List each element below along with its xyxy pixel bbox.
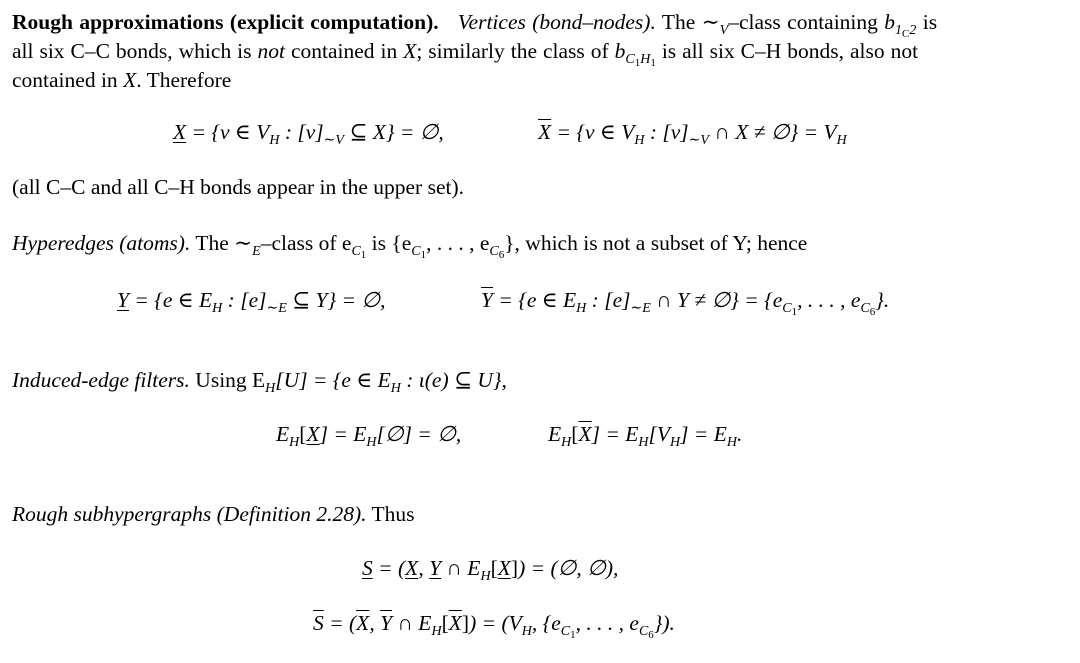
math: ] [461,611,470,635]
text: The ∼ [190,231,253,255]
math: H [634,133,645,148]
math: H [521,624,532,639]
equation-lower-y [117,286,385,315]
math: ⊆ X} = ∅, [343,120,444,144]
equation-induced-upper [548,420,742,449]
math: E [276,422,290,446]
math: H [212,301,223,316]
equation-upper-x [538,118,847,147]
math: C [902,28,910,40]
math: . [736,422,743,446]
math: ] = E [591,422,639,446]
math: X [403,39,417,63]
math: 1 [634,57,641,69]
math: [∅] = ∅, [376,422,462,446]
math: H [640,52,651,67]
math: H [576,301,587,316]
math: H [638,435,649,450]
text: E [252,244,261,259]
equation-induced-lower [276,420,461,449]
math: : [e] [222,288,267,312]
math: }. [875,288,890,312]
math: C [625,52,635,67]
math: H [561,435,572,450]
math: = {v ∈ V [186,120,270,144]
math: Y [429,556,442,580]
math: ∩ E [392,611,432,635]
math: C [411,244,421,259]
math: b [884,10,896,34]
math: X [123,68,137,92]
math: H [390,381,401,396]
math: : [e] [586,288,631,312]
text: }, which is not a subset of Y; hence [504,231,808,255]
math: , . . . , e [797,288,861,312]
math: ∩ Y ≠ ∅} = {e [650,288,783,312]
math: , . . . , e [575,611,639,635]
paragraph-hyperedges [12,229,808,261]
math: , [418,556,430,580]
equation-lower-x [173,118,444,147]
math: H [836,133,847,148]
math: X [306,422,320,446]
math: ∼E [630,301,651,316]
math: C [560,624,571,639]
math: b [614,39,626,63]
equation-upper-y [481,286,890,318]
math: = {v ∈ V [551,120,635,144]
math: ∼E [266,301,287,316]
math: $\overline{X}$ [356,611,370,635]
math: ∩ X ≠ ∅} = V [708,120,837,144]
math: H [269,133,280,148]
math: , [369,611,381,635]
math: 1 [420,249,427,261]
math: 1 [570,629,576,641]
text: contained in [284,39,404,63]
math: H [366,435,377,450]
math: ] = E [680,422,727,446]
math: H [669,435,681,450]
math: 1 [360,249,367,261]
paragraph-upper-set-note: (all C–C and all C–H bonds appear in the upper set). [12,175,464,199]
math: [ [441,611,449,635]
math: = {e ∈ E [492,288,577,312]
math: ∼V [688,133,709,148]
math: C [489,244,499,259]
math: ∼V [323,133,344,148]
math: , {e [531,611,561,635]
equation-lower-s [362,554,618,583]
math: $\overline{Y}$ [380,611,393,635]
text: –class of e [260,231,352,255]
math: : [v] [644,120,689,144]
math: X [497,556,511,580]
text: . Therefore [136,68,232,92]
text: , . . . , e [426,231,490,255]
equation-upper-s [313,609,675,641]
math: E [548,422,562,446]
rough-subhypergraphs-label: Rough subhypergraphs (Definition 2.28). [12,502,367,526]
math: H [480,569,491,584]
math: 6 [869,306,876,318]
math: $\overline{X}$ [538,120,552,144]
text: Thus [366,502,415,526]
paragraph-vertices [12,8,1064,95]
math: $\overline{X}$ [578,422,592,446]
math: C [782,301,792,316]
math: }). [653,611,675,635]
paragraph-induced-edge-filters [12,366,507,395]
math: [ [490,556,498,580]
paragraph-rough-subhypergraphs [12,500,415,529]
math: : [v] [279,120,324,144]
math: 1 [650,57,656,69]
text: ; similarly the class of [416,39,615,63]
text: all six C–C bonds, which is [12,39,258,63]
math: ) = (V [469,611,522,635]
math: ⊆ Y} = ∅, [286,288,386,312]
text: is all six C–H bonds, also not [655,39,919,63]
math: C [638,624,649,639]
text: –class containing [728,10,885,34]
math: ] [510,556,519,580]
math: H [265,381,276,396]
math: [U] = {e ∈ E [275,368,391,392]
text: The ∼ [661,10,720,34]
vertices-label: Vertices (bond–nodes). [457,10,656,34]
text: contained in [12,68,124,92]
math: : ι(e) ⊆ U}, [400,368,507,392]
math: H [431,624,442,639]
math: $\overline{X}$ [448,611,462,635]
emphasis: not [257,39,285,63]
math: H [289,435,300,450]
math: C [860,301,870,316]
math: [ [299,422,307,446]
math: 2 [909,23,917,38]
math: 6 [498,249,505,261]
math: = {e ∈ E [128,288,213,312]
section-heading: Rough approximations (explicit computation). [12,10,439,34]
math: S [362,556,373,580]
math: Y [117,288,129,312]
math: 1 [791,306,798,318]
math: ∩ E [441,556,481,580]
math: 1 [895,23,903,38]
hyperedges-label: Hyperedges (atoms). [12,231,191,255]
math: H [726,435,737,450]
math: X [405,556,419,580]
text: V [719,23,729,38]
text: Using E [189,368,266,392]
math: C [351,244,361,259]
math: $\overline{Y}$ [481,288,493,312]
math: = ( [323,611,357,635]
induced-edge-label: Induced-edge filters. [12,368,190,392]
math: 6 [648,629,654,641]
math: [ [571,422,579,446]
text: is {e [366,231,412,255]
math: $\overline{S}$ [313,611,324,635]
math: = ( [372,556,406,580]
math: ] = E [319,422,367,446]
math: [V [648,422,670,446]
math: ) = (∅, ∅), [518,556,619,580]
text: is [916,10,938,34]
math: X [173,120,187,144]
